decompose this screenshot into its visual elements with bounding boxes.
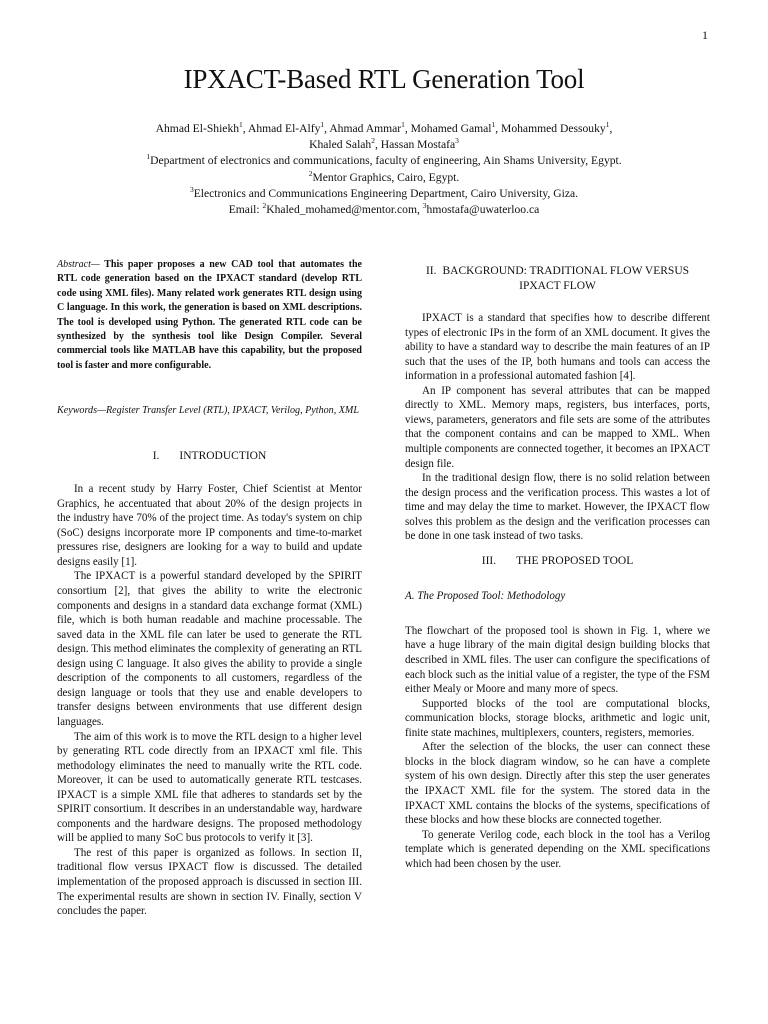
paragraph: After the selection of the blocks, the user can connect these blocks in the block diagram window, so he can have a complete system of his own design. Directly after this step the user generates the IPXACT XML file for the system. The stored data in the IPXACT XML contains the blocks of the systems, specifications of these blocks and how these blocks are connected together. [405, 741, 710, 827]
author-block [40, 121, 728, 218]
page-number: 1 [702, 28, 708, 42]
paragraph: The rest of this paper is organized as follows. In section II, traditional flow versus IPXACT flow is discussed. The detailed implementation of the proposed approach is discussed in section III. The experimental results are shown in section IV. Finally, section V concludes the paper. [57, 846, 362, 918]
subsection-heading-methodology: A. The Proposed Tool: Methodology [405, 590, 566, 603]
affiliation-1: $^1$Department of electronics and communications, faculty of engineering, Ain Shams University, Egypt. [146, 152, 622, 168]
author-name: , Mohamed Gamal [404, 122, 492, 135]
author-line-1: Ahmad El-Shiekh$^1$, Ahmad El-Alfy$^1$, Ahmad Ammar$^1$, Mohamed Gamal$^1$, Mohammed Dessouky$^1$, [155, 120, 613, 135]
section-heading-introduction: I. INTRODUCTION [152, 449, 267, 462]
author-name: Ahmad El-Shiekh [155, 122, 240, 135]
paragraph: The flowchart of the proposed tool is shown in Fig. 1, where we have a huge library of the main digital design building blocks that described in XML files. The user can configure the specifications of each block such as the initial value of a register, the type of the FSM either Mealy or Moore and many more of specs. [405, 624, 710, 696]
author-name: , Mohammed Dessouky [495, 122, 606, 135]
paragraph: IPXACT is a standard that specifies how to describe different types of electronic IPs in the form of an XML document. It gives the ability to have a standard way to describe the main features of an IP such that the uses of the IP, both humans and tools can access the information in a professional automated fashion [4]. [405, 312, 710, 383]
email-line: Email: $^2$Khaled_mohamed@mentor.com, $^3$hmostafa@uwaterloo.ca [228, 201, 540, 217]
paragraph: To generate Verilog code, each block in the tool has a Verilog template which is generated depending on the XML specifications which had been chosen by the user. [405, 828, 710, 870]
author-name: Khaled Salah [309, 138, 372, 152]
affiliation-3: $^3$Electronics and Communications Engineering Department, Cairo University, Giza. [189, 184, 579, 200]
keywords: Keywords—Register Transfer Level (RTL), IPXACT, Verilog, Python, XML [57, 405, 359, 417]
paragraph: In the traditional design flow, there is no solid relation between the design process and the verification process. This wastes a lot of time and may delay the time to market. However, the IPXACT flow solves this problem as the design and the verification processes can be done in one task instead of two tasks. [405, 472, 710, 543]
author-name: , Hassan Mostafa [374, 138, 456, 152]
section-heading-background: II. BACKGROUND: TRADITIONAL FLOW VERSUS IPXACT FLOW [425, 265, 690, 292]
paragraph: An IP component has several attributes that can be mapped directly to XML. Memory maps, registers, bus interfaces, ports, views, parameters, generators and file sets are some of the attributes that the component contains and can be mapped to XML. When multiple components are connected together, it becomes an IPXACT design file. [405, 384, 710, 470]
paper-title: IPXACT-Based RTL Generation Tool [183, 64, 585, 94]
paragraph: In a recent study by Harry Foster, Chief Scientist at Mentor Graphics, he accentuated that about 20% of the design projects in the industry have 70% of the project time. As today's system on chip (SoC) designs incorporate more IP components and time-to-market pressures rise, designers are looking for a way to build and update designs easily [1]. [57, 483, 362, 568]
paragraph: The aim of this work is to move the RTL design to a higher level by generating RTL code directly from an IPXACT xml file. This methodology eliminates the need to manually write the RTL code. Moreover, it can be used to automatically generate RTL testcases. IPXACT is a simple XML file that adheres to standards set by the SPIRIT consortium. It describes in an understandable way, hardware components and the hardware designs. The proposed methodology will be applied to many SoC bus protocols to verify it [3]. [57, 730, 362, 845]
author-name: , Ahmad Ammar [324, 122, 402, 135]
left-column [57, 258, 362, 919]
section-heading-proposed-tool: III. THE PROPOSED TOOL [481, 554, 634, 567]
paragraph: The IPXACT is a powerful standard developed by the SPIRIT consortium [2], that gives the ability to write the electronic components and designs in a standard data exchange format (XML) file, which is both human readable and machine processable. The saved data in the XML file can later be used to generate the RTL design. This method eliminates the complexity of generating an RTL design using C language. It also gives the ability to provide a single description of the components to all customers, regardless of the design language or tools that they use and enable developers to transfer designs between environments that use different design languages. [57, 570, 362, 728]
email-link[interactable]: hmostafa@uwaterloo.ca [426, 203, 540, 217]
author-line-2: Khaled Salah$^2$, Hassan Mostafa$^3$ [309, 136, 459, 152]
email-link[interactable]: Khaled_mohamed@mentor.com, [266, 203, 423, 217]
abstract: Abstract— This paper proposes a new CAD tool that automates the RTL code generation based on the IPXACT standard (develop RTL code using XML files). Many related work generates RTL design using C language. In this work, the generation is based on XML descriptions. The tool is developed using Python. The generated RTL code can be synthesized by the synthesis tool like Design Compiler. Several commercial tools like MATLAB have this capability, but the proposed tool is faster and more configurable. [57, 259, 362, 371]
affiliation-2: $^2$Mentor Graphics, Cairo, Egypt. [308, 168, 460, 184]
author-name: , Ahmad El-Alfy [242, 122, 321, 135]
right-column [405, 264, 710, 871]
paragraph: Supported blocks of the tool are computational blocks, communication blocks, storage blocks, arithmetic and logic unit, finite state machines, multiplexers, counters, registers, memories. [405, 697, 710, 739]
